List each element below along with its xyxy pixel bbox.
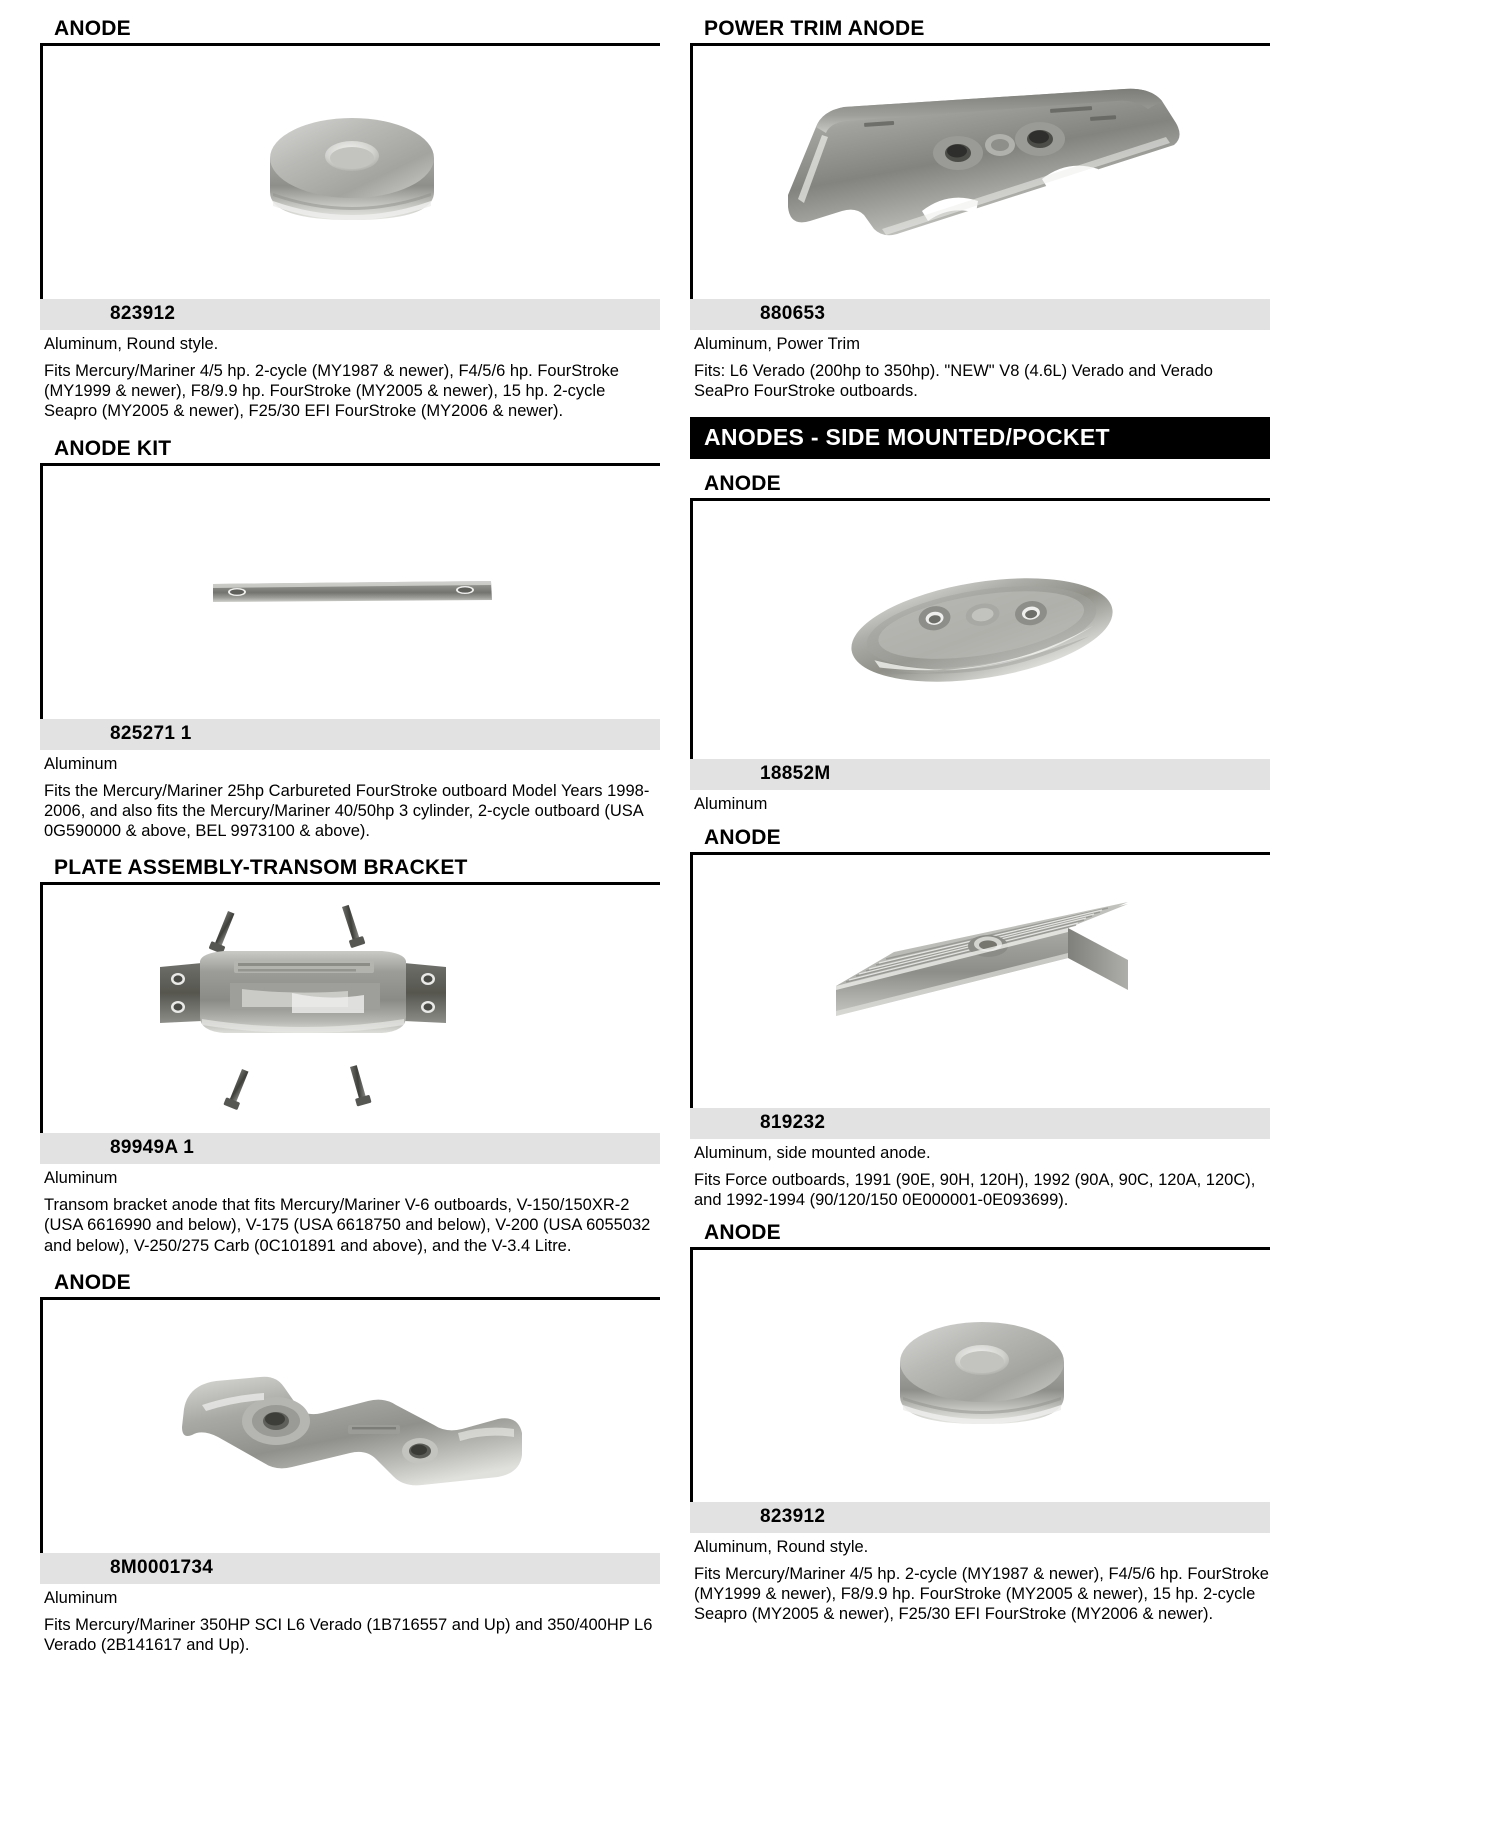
verado-anode-icon: [172, 1351, 532, 1501]
product-entry-anode-823912: [40, 18, 660, 422]
right-column: [690, 18, 1270, 1829]
product-fitment: Fits Mercury/Mariner 350HP SCI L6 Verado (1B716557 and Up) and 350/400HP L6 Verado (2B141617 and Up).: [44, 1615, 653, 1654]
product-image-frame: [690, 1250, 1270, 1502]
product-fitment: Transom bracket anode that fits Mercury/Mariner V-6 outboards, V-150/150XR-2 (USA 6616990 and below), V-175 (USA 6618750 and below), V-200 (USA 6055032 and below), V-250/275 Carb (0C101891 and above), and the V-3.4 Litre.: [44, 1196, 651, 1255]
section-heading: ANODE: [690, 827, 1270, 855]
round-anode-icon: [887, 1284, 1077, 1469]
left-column: [40, 18, 660, 1829]
product-description: Aluminum: [44, 1169, 118, 1188]
part-number-bar: 89949A 1: [40, 1133, 660, 1164]
screw-icon: [338, 904, 365, 949]
product-image-frame: [40, 885, 660, 1133]
part-number-bar: 18852M: [690, 759, 1270, 790]
section-heading: ANODE: [690, 473, 1270, 501]
product-entry-anode-8m0001734: [40, 1272, 660, 1655]
product-image-frame: [40, 1300, 660, 1553]
screw-icon: [223, 1068, 252, 1111]
oval-side-mount-anode-icon: [837, 565, 1127, 695]
screw-icon: [208, 910, 238, 955]
part-number-bar: 825271 1: [40, 719, 660, 750]
screw-icon: [346, 1064, 371, 1107]
section-heading: PLATE ASSEMBLY-TRANSOM BRACKET: [40, 857, 660, 885]
product-fitment: Fits Force outboards, 1991 (90E, 90H, 120H), 1992 (90A, 90C, 120A, 120C), and 1992-1994 (90/120/150 0E000001-0E093699).: [694, 1170, 1256, 1209]
product-image-frame: [690, 46, 1270, 299]
product-fitment: Fits Mercury/Mariner 4/5 hp. 2-cycle (MY1987 & newer), F4/5/6 hp. FourStroke (MY1999 & newer), F8/9.9 hp. FourStroke (MY2005 & newer), 15 hp. 2-cycle Seapro (MY2005 & newer), F25/30 EFI FourStroke (MY2006 & newer).: [44, 362, 619, 421]
product-description: Aluminum: [44, 754, 118, 773]
round-anode-icon: [257, 80, 447, 265]
product-entry-anode-18852m: [690, 473, 1270, 814]
part-number-bar: 823912: [690, 1502, 1270, 1533]
product-description: Aluminum, Round style.: [694, 1538, 869, 1557]
product-entry-power-trim-anode-880653: [690, 18, 1270, 401]
product-entry-anode-819232: [690, 827, 1270, 1210]
part-number-bar: 823912: [40, 299, 660, 330]
product-description: Aluminum, Power Trim: [694, 335, 860, 354]
bar-anode-kit-icon: [207, 572, 497, 612]
product-image-frame: [40, 46, 660, 299]
rectangular-pocket-anode-icon: [822, 894, 1142, 1069]
section-heading: ANODE KIT: [40, 438, 660, 466]
product-fitment: Fits: L6 Verado (200hp to 350hp). "NEW" V8 (4.6L) Verado and Verado SeaPro FourStroke outboards.: [694, 362, 1213, 401]
product-description: Aluminum, side mounted anode.: [694, 1143, 931, 1162]
part-number-bar: 819232: [690, 1108, 1270, 1139]
product-image-frame: [690, 855, 1270, 1108]
product-image-frame: [690, 501, 1270, 759]
part-number-bar: 880653: [690, 299, 1270, 330]
section-heading: ANODE: [40, 18, 660, 46]
product-entry-plate-assembly-89949a1: [40, 857, 660, 1256]
product-fitment: Fits the Mercury/Mariner 25hp Carbureted FourStroke outboard Model Years 1998-2006, and also fits the Mercury/Mariner 40/50hp 3 cylinder, 2-cycle outboard (USA 0G590000 & above, BEL 9973100 & above).: [44, 781, 650, 840]
transom-bracket-plate-icon: [142, 891, 562, 1121]
product-entry-anode-kit-825271: [40, 438, 660, 842]
product-description: Aluminum, Round style.: [44, 335, 219, 354]
product-image-frame: [40, 466, 660, 719]
part-number-bar: 8M0001734: [40, 1553, 660, 1584]
section-heading: ANODE: [40, 1272, 660, 1300]
section-heading: POWER TRIM ANODE: [690, 18, 1270, 46]
category-banner: ANODES - SIDE MOUNTED/POCKET: [690, 417, 1270, 459]
product-entry-anode-823912-b: [690, 1222, 1270, 1625]
product-description: Aluminum: [44, 1588, 118, 1607]
power-trim-anode-icon: [772, 83, 1192, 263]
product-description: Aluminum: [694, 795, 768, 814]
section-heading: ANODE: [690, 1222, 1270, 1250]
product-fitment: Fits Mercury/Mariner 4/5 hp. 2-cycle (MY1987 & newer), F4/5/6 hp. FourStroke (MY1999 & newer), F8/9.9 hp. FourStroke (MY2005 & newer), 15 hp. 2-cycle Seapro (MY2005 & newer), F25/30 EFI FourStroke (MY2006 & newer).: [694, 1565, 1269, 1624]
